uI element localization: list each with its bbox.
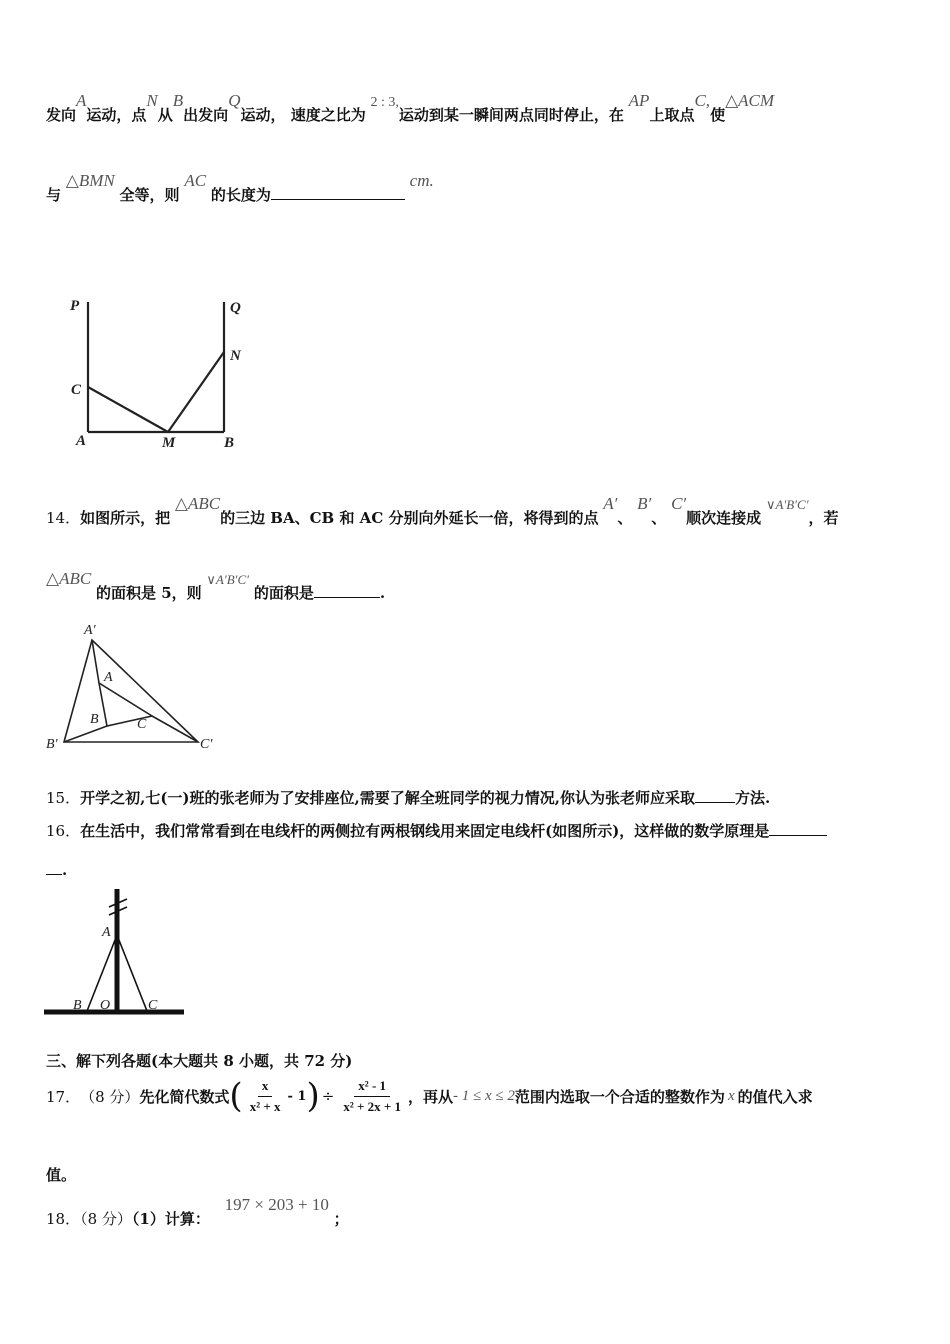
- q16-line2: .: [46, 860, 910, 879]
- label-N: N: [230, 348, 241, 364]
- q13-line2: 与 △BMN 全等，则 AC 的长度为 cm.: [46, 171, 434, 204]
- q13-figure: [60, 290, 260, 455]
- q15-line: 15．开学之初,七(一)班的张老师为了安排座位,需要了解全班同学的视力情况,你认为张老师应采取 方法.: [46, 789, 771, 807]
- label-A: A: [102, 925, 111, 940]
- label-P: P: [70, 298, 80, 314]
- label-A-prime: A′: [84, 623, 96, 638]
- label-B-prime: B′: [46, 737, 58, 752]
- q15-answer-blank[interactable]: [695, 788, 735, 803]
- q16-line1: 16．在生活中，我们常常看到在电线杆的两侧拉有两根钢线用来固定电线杆(如图所示)，这样做的数学原理是: [46, 820, 910, 841]
- label-B: B: [224, 435, 235, 451]
- fraction-2: $\frac{\text{x² - 1}}{\text{x² + 2x + 1}}$: [343, 1077, 402, 1114]
- label-C: C: [71, 382, 82, 398]
- q14-figure: [40, 620, 230, 755]
- q18-line: 18．（8 分）（1）计算： 197 × 203 + 10 ；: [46, 1195, 349, 1228]
- label-B: B: [73, 998, 82, 1013]
- label-A: A: [76, 433, 87, 449]
- label-Q: Q: [230, 300, 241, 316]
- q16-figure: [44, 885, 189, 1017]
- fraction-1: $\frac{x}{\text{x² + x}}$: [249, 1077, 281, 1114]
- label-A: A: [104, 670, 113, 685]
- section-title: 三、解下列各题(本大题共 8 小题，共 72 分): [46, 1052, 353, 1070]
- label-C: C: [148, 998, 158, 1013]
- q14-answer-blank[interactable]: [314, 583, 380, 598]
- q17-line1: 17． （8 分） 先化简代数式 ( $\frac{x}{\text{x² + x}}$ - 1 ) ÷ $\frac{\text{x² - 1}}{\text{x² + 2x + 1}}$ ，再从 - 1 ≤ x ≤ 2 范围内选取一个合适的整数作为 x 的值代入求: [46, 1076, 813, 1116]
- label-O: O: [100, 998, 111, 1013]
- label-B: B: [90, 712, 99, 727]
- q13-answer-blank[interactable]: [271, 185, 405, 200]
- q17-line2: 值。: [46, 1166, 77, 1184]
- q13-line1: 发向A运动，点N从B出发向Q运动， 速度之比为 2 : 3,运动到某一瞬间两点同时停止，在 AP上取点C,使△ACM: [46, 91, 775, 124]
- label-C: C: [137, 717, 147, 732]
- label-C-prime: C′: [200, 737, 213, 752]
- q14-line1: 14．如图所示，把 △ABC的三边 BA、CB 和 AC 分别向外延长一倍，将得到的点 A′、 B′、 C′顺次连接成 ∨A′B′C′，若: [46, 494, 839, 527]
- q16-answer-blank-cont[interactable]: [46, 860, 62, 875]
- q14-line2: △ABC 的面积是 5，则 ∨A′B′C′ 的面积是 .: [46, 569, 386, 602]
- q16-answer-blank[interactable]: [769, 821, 827, 836]
- label-M: M: [162, 435, 176, 451]
